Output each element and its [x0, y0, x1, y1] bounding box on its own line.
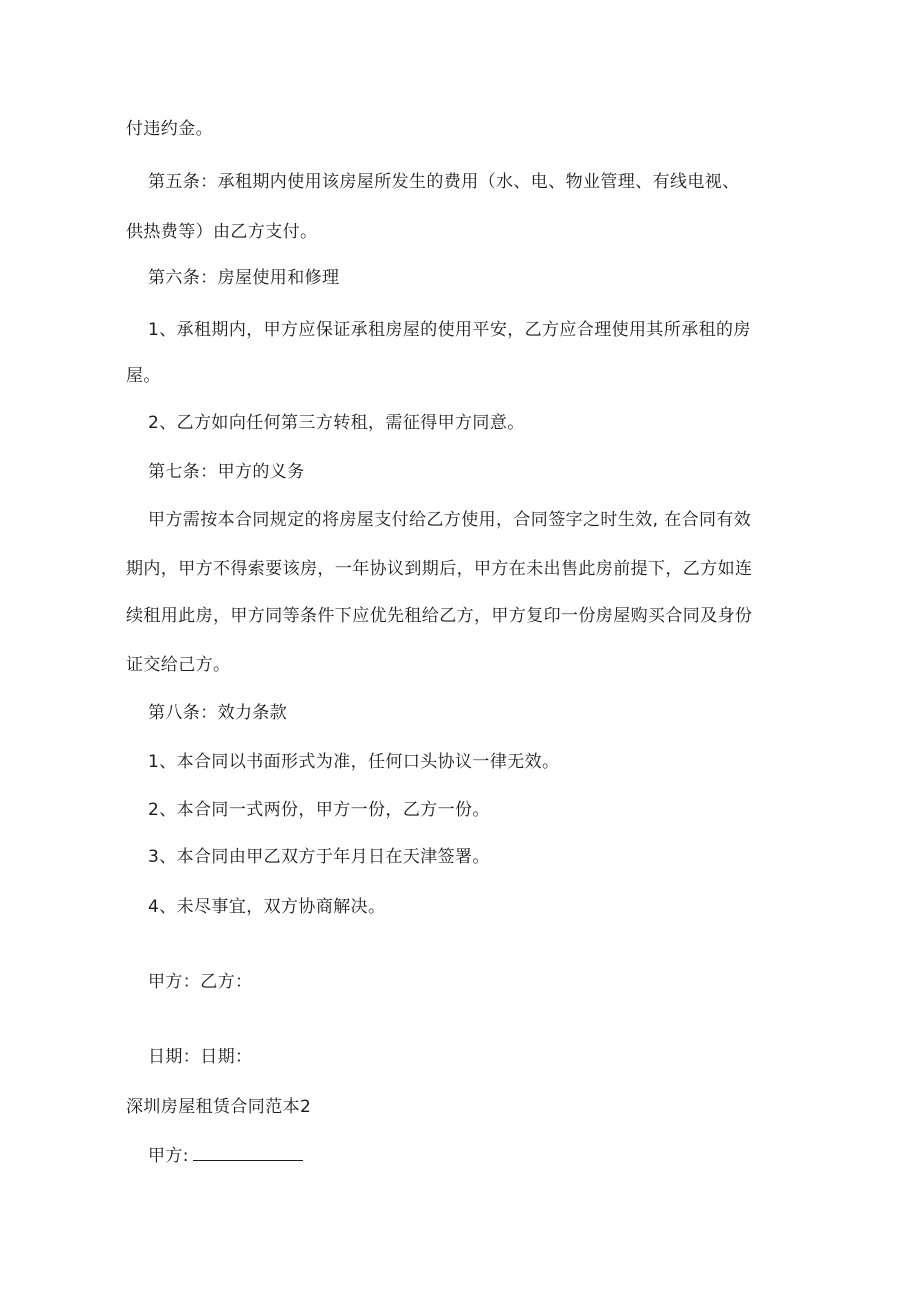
article-7-heading: 第七条：甲方的义务	[148, 462, 305, 482]
party-a-label: 甲方:	[148, 1146, 189, 1166]
text-line: 3、本合同由甲乙双方于年月日在天津签署。	[148, 847, 490, 867]
party-a-blank	[193, 1142, 303, 1161]
text-line: 期内，甲方不得索要该房，一年协议到期后，甲方在未出售此房前提下，乙方如连	[126, 559, 753, 579]
text-line: 1、承租期内，甲方应保证承租房屋的使用平安，乙方应合理使用其所承租的房	[148, 320, 751, 340]
text-line: 付违约金。	[126, 119, 213, 139]
text-line: 甲方需按本合同规定的将房屋支付给乙方使用，合同签字之时生效, 在合同有效	[148, 510, 752, 530]
text-line: 1、本合同以书面形式为准，任何口头协议一律无效。	[148, 752, 560, 772]
text-line: 4、未尽事宜，双方协商解决。	[148, 897, 386, 917]
text-line: 证交给己方。	[126, 655, 231, 675]
text-line: 屋。	[126, 366, 161, 386]
text-line: 续租用此房，甲方同等条件下应优先租给乙方，甲方复印一份房屋购买合同及身份	[126, 606, 753, 626]
article-6-heading: 第六条：房屋使用和修理	[148, 268, 340, 288]
article-5-heading: 第五条：承租期内使用该房屋所发生的费用（水、电、物业管理、有线电视、	[148, 172, 740, 192]
party-a-label-line	[148, 1142, 303, 1168]
signature-date-line: 日期：日期：	[148, 1047, 253, 1067]
signature-party-line: 甲方：乙方：	[148, 972, 253, 992]
text-line: 供热费等）由乙方支付。	[126, 222, 318, 242]
article-8-heading: 第八条：效力条款	[148, 703, 288, 723]
text-line: 2、乙方如向任何第三方转租，需征得甲方同意。	[148, 413, 525, 433]
text-line: 2、本合同一式两份，甲方一份，乙方一份。	[148, 800, 490, 820]
section-title: 深圳房屋租赁合同范本2	[126, 1097, 312, 1117]
